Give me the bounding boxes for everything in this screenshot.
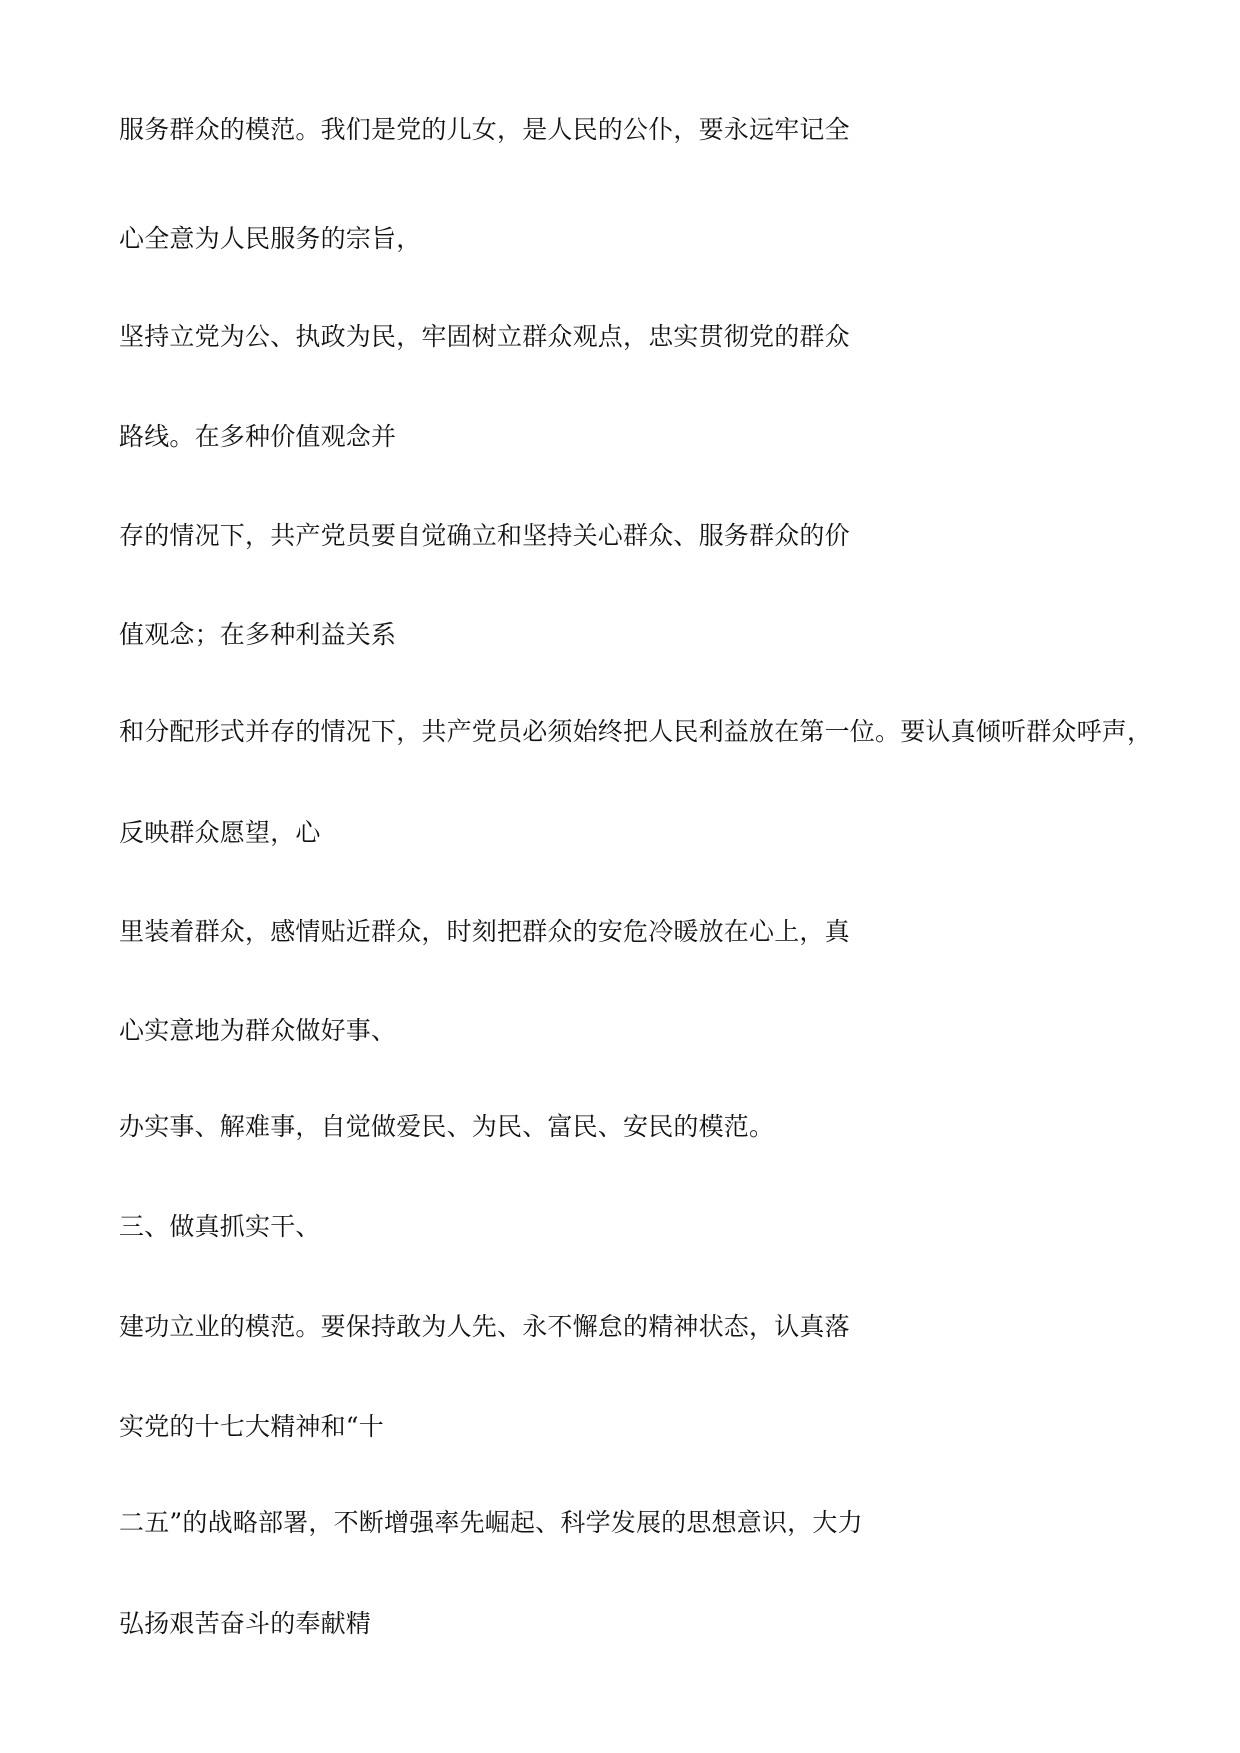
- text-line: 服务群众的模范。我们是党的儿女，是人民的公仆，要永远牢记全: [119, 115, 850, 144]
- text-line: 建功立业的模范。要保持敢为人先、永不懈怠的精神状态，认真落: [119, 1312, 850, 1341]
- text-line: 里装着群众，感情贴近群众，时刻把群众的安危冷暖放在心上，真: [119, 917, 850, 946]
- text-line: 弘扬艰苦奋斗的奉献精: [119, 1609, 372, 1638]
- text-line: 坚持立党为公、执政为民，牢固树立群众观点，忠实贯彻党的群众: [119, 322, 850, 351]
- text-line: 二五”的战略部署，不断增强率先崛起、科学发展的思想意识，大力: [119, 1508, 863, 1537]
- text-line: 值观念；在多种利益关系: [119, 620, 397, 649]
- text-line: 实党的十七大精神和“十: [119, 1412, 384, 1441]
- text-line: 办实事、解难事，自觉做爱民、为民、富民、安民的模范。: [119, 1112, 775, 1141]
- text-line: 心全意为人民服务的宗旨，: [119, 224, 422, 253]
- text-line: 反映群众愿望，心: [119, 818, 321, 847]
- text-line: 路线。在多种价值观念并: [119, 422, 397, 451]
- text-line: 和分配形式并存的情况下，共产党员必须始终把人民利益放在第一位。要认真倾听群众呼声，: [119, 717, 1153, 746]
- section-heading: 三、做真抓实干、: [119, 1212, 321, 1241]
- text-line: 存的情况下，共产党员要自觉确立和坚持关心群众、服务群众的价: [119, 521, 850, 550]
- text-line: 心实意地为群众做好事、: [119, 1016, 397, 1045]
